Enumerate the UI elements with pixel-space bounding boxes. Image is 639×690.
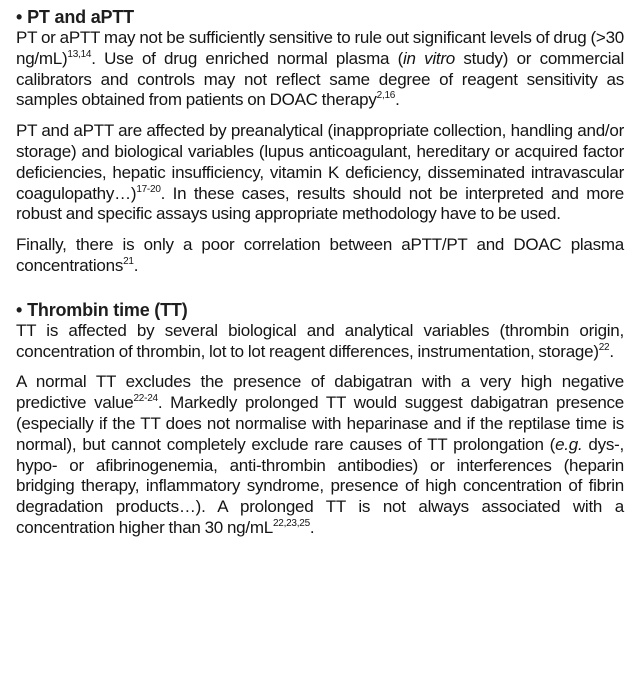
citation: 22	[598, 341, 610, 353]
bullet-icon: •	[16, 7, 23, 27]
section-heading-pt-aptt	[16, 6, 624, 28]
heading-text: Thrombin time (TT)	[27, 299, 188, 320]
paragraph-pt-aptt-variables: PT and aPTT are affected by preanalytical (inappropriate collection, handling and/or storage) and biological variables (lupus anticoagulant, hereditary or acquired factor deficiencies, hepatic insufficiency, vitamin K deficiency, disseminated intravascular coagulopathy…)$^{17-20}$. In these cases, results should not be interpreted and more robust and specific assays using appropriate methodology have to be used.	[16, 121, 624, 224]
paragraph-pt-aptt-correlation: Finally, there is only a poor correlation between aPTT/PT and DOAC plasma concentrations$^{21}$.	[16, 235, 624, 275]
citation: 22-24	[133, 393, 158, 405]
citation: 21	[123, 255, 134, 267]
bullet-icon: •	[16, 299, 23, 320]
section-heading-thrombin-time	[16, 299, 624, 321]
citation: 22,23,25	[272, 517, 310, 529]
citation: 2,16	[376, 90, 396, 102]
paragraph-tt-dabigatran: A normal TT excludes the presence of dabigatran with a very high negative predictive value$^{22-24}$. Markedly prolonged TT would suggest dabigatran presence (especially if the TT does not normalise with heparinase and if the reptilase time is normal), but cannot completely exclude rare causes of TT prolongation (e.g. dys-, hypo- or afibrinogenemia, anti-thrombin antibodies) or interferences (heparin bridging therapy, inflammatory syndrome, presence of high concentration of fibrin degradation products…). A prolonged TT is not always associated with a concentration higher than 30 ng/mL$^{22,23,25}$.	[16, 372, 624, 537]
heading-text: PT and aPTT	[27, 7, 134, 27]
citation: 17-20	[136, 183, 161, 195]
paragraph-tt-variables: TT is affected by several biological and analytical variables (thrombin origin, concentration of thrombin, lot to lot reagent differences, instrumentation, storage)$^{22}$.	[16, 320, 624, 361]
paragraph-pt-aptt-sensitivity: PT or aPTT may not be sufficiently sensitive to rule out significant levels of drug (>30 ng/mL)$^{13,14}$. Use of drug enriched normal plasma (in vitro study) or commercial calibrators and controls may not reflect same degree of reagent sensitivity as samples obtained from patients on DOAC therapy$^{2,16}$.	[16, 28, 625, 110]
citation: 13,14	[67, 48, 92, 60]
document-page	[16, 6, 624, 539]
